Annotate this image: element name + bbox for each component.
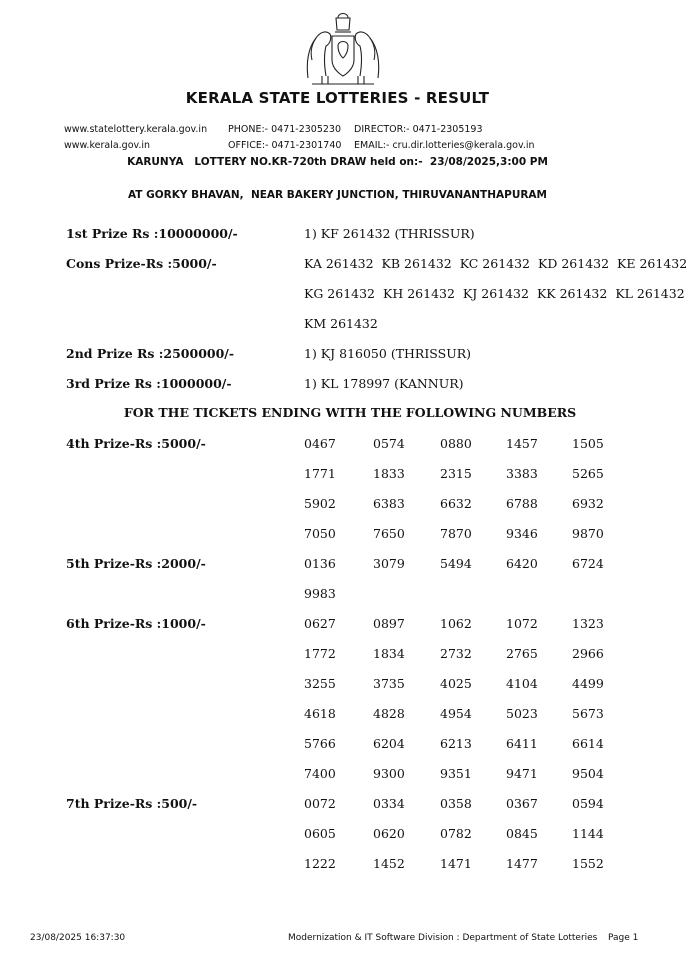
- fourth-prize-number: 6932: [572, 496, 604, 511]
- fifth-prize-number: 5494: [440, 556, 472, 571]
- cons-ticket: KA 261432: [304, 256, 374, 271]
- draw-venue: AT GORKY BHAVAN, NEAR BAKERY JUNCTION, THIRUVANANTHAPURAM: [127, 189, 548, 201]
- second-prize-label: 2nd Prize Rs :2500000/-: [66, 346, 235, 361]
- seventh-prize-number: 0620: [373, 826, 405, 841]
- seventh-prize-number: 1222: [304, 856, 336, 871]
- cons-ticket: KL 261432: [615, 286, 685, 301]
- office-number: OFFICE:- 0471-2301740: [228, 140, 342, 151]
- sixth-prize-number: 4104: [506, 676, 538, 691]
- sixth-prize-number: 2765: [506, 646, 538, 661]
- footer-division: Modernization & IT Software Division : Department of State Lotteries: [288, 933, 598, 943]
- cons-ticket: KK 261432: [536, 286, 608, 301]
- sixth-prize-number: 6411: [506, 736, 538, 751]
- fourth-prize-number: 9870: [572, 526, 604, 541]
- fourth-prize-number: 7870: [440, 526, 472, 541]
- third-prize-label: 3rd Prize Rs :1000000/-: [66, 376, 232, 391]
- cons-ticket: KM 261432: [304, 316, 378, 331]
- seventh-prize-number: 0367: [506, 796, 538, 811]
- sixth-prize-number: 5023: [506, 706, 538, 721]
- sixth-prize-number: 3735: [373, 676, 405, 691]
- sixth-prize-number: 2966: [572, 646, 604, 661]
- website-link-lottery[interactable]: www.statelottery.kerala.gov.in: [64, 124, 208, 135]
- sixth-prize-number: 4954: [440, 706, 472, 721]
- fourth-prize-number: 7650: [373, 526, 405, 541]
- fifth-prize-number: 3079: [373, 556, 405, 571]
- seventh-prize-number: 1471: [440, 856, 472, 871]
- sixth-prize-label: 6th Prize-Rs :1000/-: [66, 616, 206, 631]
- cons-ticket: KE 261432: [617, 256, 688, 271]
- fourth-prize-number: 1457: [506, 436, 538, 451]
- seventh-prize-number: 0605: [304, 826, 336, 841]
- website-link-kerala[interactable]: www.kerala.gov.in: [64, 140, 151, 151]
- phone-number: PHONE:- 0471-2305230: [228, 124, 342, 135]
- section-heading: FOR THE TICKETS ENDING WITH THE FOLLOWING NUMBERS: [123, 405, 577, 420]
- fourth-prize-number: 0880: [440, 436, 472, 451]
- sixth-prize-number: 5766: [304, 736, 336, 751]
- second-prize-value: 1) KJ 816050 (THRISSUR): [304, 346, 472, 361]
- sixth-prize-number: 2732: [440, 646, 472, 661]
- fourth-prize-number: 0574: [373, 436, 405, 451]
- cons-ticket: KC 261432: [459, 256, 531, 271]
- seventh-prize-number: 1552: [572, 856, 604, 871]
- first-prize-label: 1st Prize Rs :10000000/-: [66, 226, 238, 241]
- seventh-prize-number: 0072: [304, 796, 336, 811]
- sixth-prize-number: 9471: [506, 766, 538, 781]
- cons-ticket: KJ 261432: [462, 286, 529, 301]
- footer-page-number: Page 1: [608, 933, 639, 943]
- fourth-prize-number: 0467: [304, 436, 336, 451]
- sixth-prize-number: 6614: [572, 736, 604, 751]
- fifth-prize-number: 9983: [304, 586, 336, 601]
- seventh-prize-number: 1477: [506, 856, 538, 871]
- fifth-prize-label: 5th Prize-Rs :2000/-: [66, 556, 206, 571]
- fourth-prize-number: 3383: [506, 466, 538, 481]
- draw-info: KARUNYA LOTTERY NO.KR-720th DRAW held on:- 23/08/2025,3:00 PM: [127, 156, 548, 168]
- fourth-prize-label: 4th Prize-Rs :5000/-: [66, 436, 206, 451]
- fourth-prize-number: 1771: [304, 466, 336, 481]
- fourth-prize-number: 2315: [440, 466, 472, 481]
- email-address[interactable]: EMAIL:- cru.dir.lotteries@kerala.gov.in: [354, 140, 535, 151]
- fourth-prize-number: 5265: [572, 466, 604, 481]
- sixth-prize-number: 5673: [572, 706, 604, 721]
- cons-ticket: KD 261432: [538, 256, 610, 271]
- seventh-prize-label: 7th Prize-Rs :500/-: [66, 796, 198, 811]
- fourth-prize-number: 6788: [506, 496, 538, 511]
- page-title: KERALA STATE LOTTERIES - RESULT: [185, 89, 490, 107]
- sixth-prize-number: 9504: [572, 766, 604, 781]
- seventh-prize-number: 0334: [373, 796, 405, 811]
- fourth-prize-number: 7050: [304, 526, 336, 541]
- cons-ticket: KG 261432: [304, 286, 376, 301]
- sixth-prize-number: 1323: [572, 616, 604, 631]
- seventh-prize-number: 0594: [572, 796, 604, 811]
- fourth-prize-number: 6632: [440, 496, 472, 511]
- fourth-prize-number: 9346: [506, 526, 538, 541]
- sixth-prize-number: 4499: [572, 676, 604, 691]
- third-prize-value: 1) KL 178997 (KANNUR): [304, 376, 464, 391]
- seventh-prize-number: 0845: [506, 826, 538, 841]
- seventh-prize-number: 1144: [572, 826, 604, 841]
- sixth-prize-number: 1072: [506, 616, 538, 631]
- sixth-prize-number: 4618: [304, 706, 336, 721]
- sixth-prize-number: 6213: [440, 736, 472, 751]
- sixth-prize-number: 4025: [440, 676, 472, 691]
- seventh-prize-number: 1452: [373, 856, 405, 871]
- sixth-prize-number: 1772: [304, 646, 336, 661]
- sixth-prize-number: 3255: [304, 676, 336, 691]
- cons-prize-label: Cons Prize-Rs :5000/-: [66, 256, 217, 271]
- cons-ticket: KB 261432: [381, 256, 452, 271]
- fourth-prize-number: 5902: [304, 496, 336, 511]
- footer-timestamp: 23/08/2025 16:37:30: [30, 933, 126, 943]
- sixth-prize-number: 1062: [440, 616, 472, 631]
- sixth-prize-number: 0627: [304, 616, 336, 631]
- fifth-prize-number: 6724: [572, 556, 604, 571]
- kerala-emblem-logo: [302, 8, 384, 88]
- cons-prize-row: [304, 316, 378, 331]
- first-prize-value: 1) KF 261432 (THRISSUR): [304, 226, 475, 241]
- seventh-prize-number: 0358: [440, 796, 472, 811]
- cons-prize-row: [304, 286, 685, 301]
- fourth-prize-number: 1505: [572, 436, 604, 451]
- sixth-prize-number: 9300: [373, 766, 405, 781]
- sixth-prize-number: 9351: [440, 766, 472, 781]
- sixth-prize-number: 4828: [373, 706, 405, 721]
- fifth-prize-number: 0136: [304, 556, 336, 571]
- sixth-prize-number: 7400: [304, 766, 336, 781]
- cons-prize-row: [304, 256, 687, 271]
- cons-ticket: KH 261432: [383, 286, 455, 301]
- fourth-prize-number: 1833: [373, 466, 405, 481]
- director-number: DIRECTOR:- 0471-2305193: [354, 124, 483, 135]
- fourth-prize-number: 6383: [373, 496, 405, 511]
- sixth-prize-number: 0897: [373, 616, 405, 631]
- fifth-prize-number: 6420: [506, 556, 538, 571]
- seventh-prize-number: 0782: [440, 826, 472, 841]
- sixth-prize-number: 1834: [373, 646, 405, 661]
- sixth-prize-number: 6204: [373, 736, 405, 751]
